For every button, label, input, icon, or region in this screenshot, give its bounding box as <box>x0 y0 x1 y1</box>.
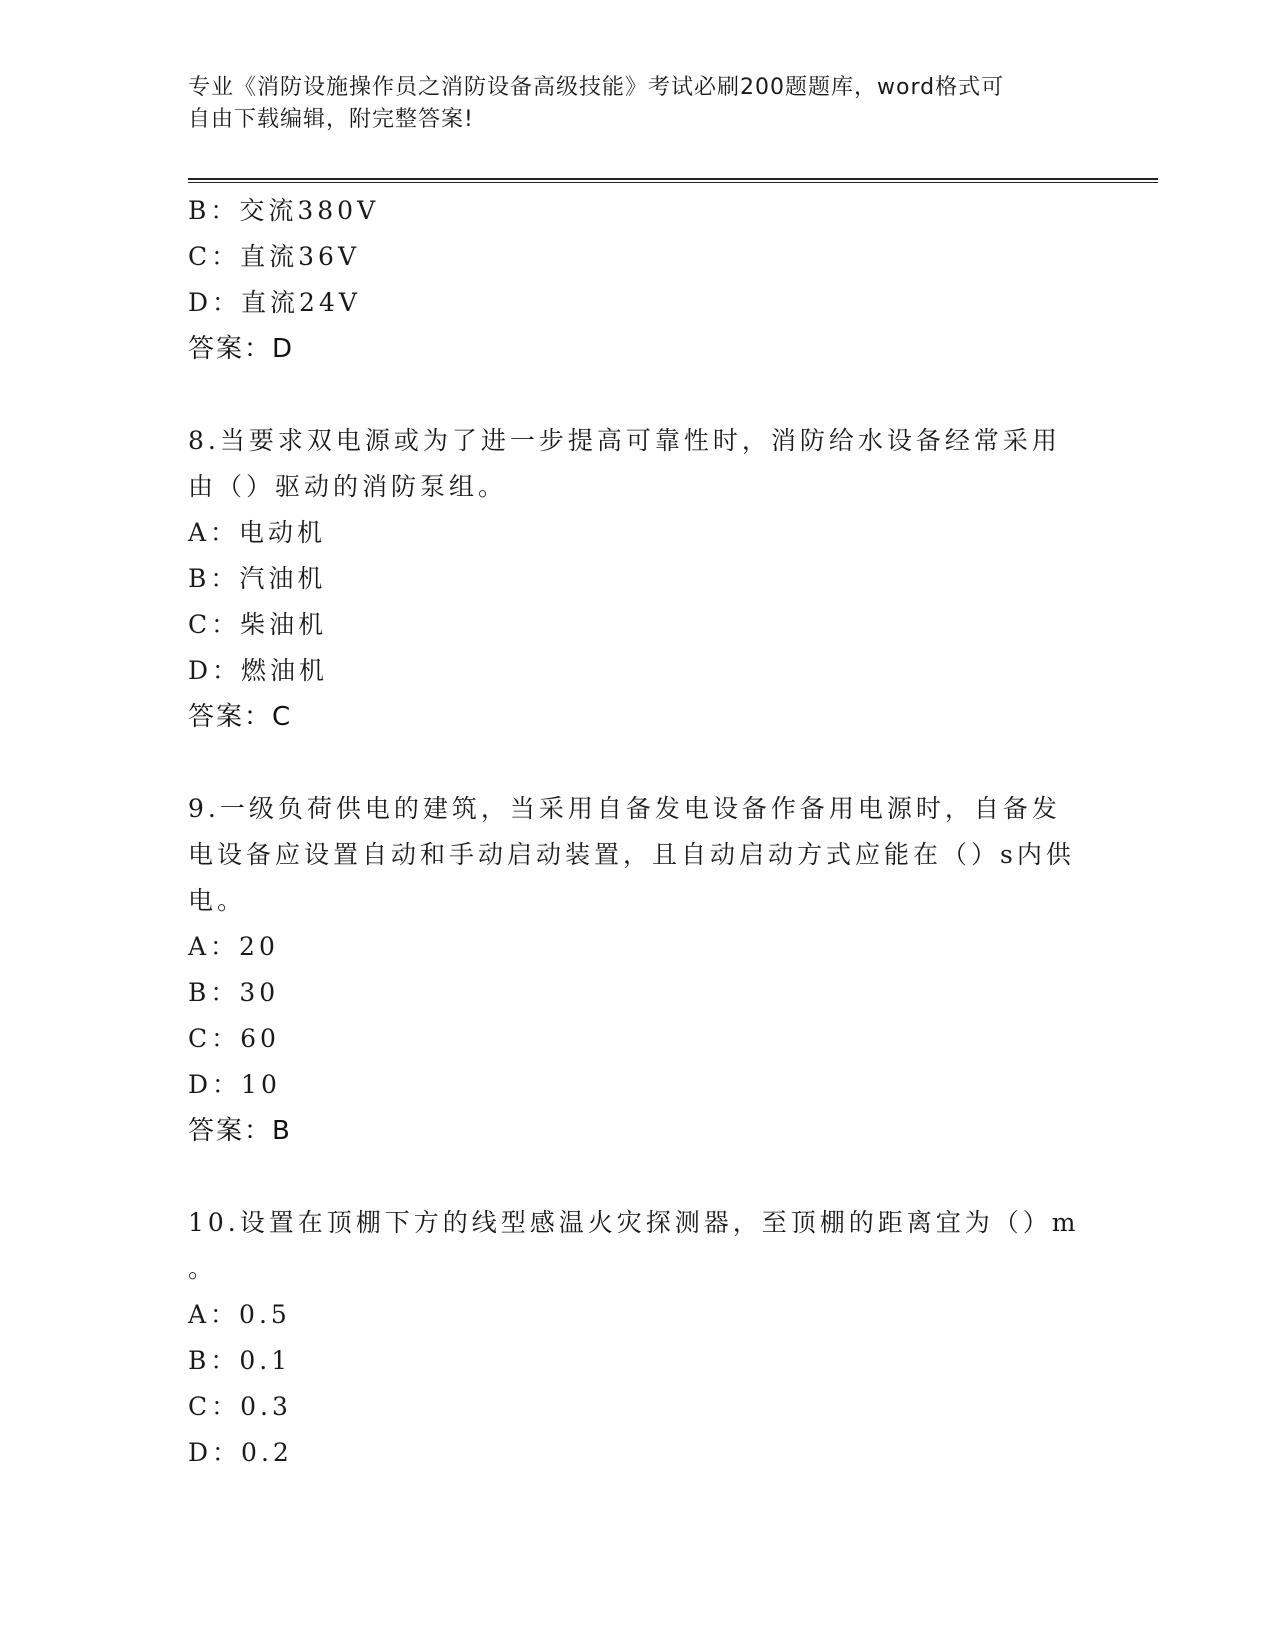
question-9 <box>188 786 1088 1154</box>
option-a: A：0.5 <box>188 1300 291 1329</box>
option-c: C：0.3 <box>188 1392 292 1421</box>
question-stem-line: 8.当要求双电源或为了进一步提高可靠性时，消防给水设备经常采用 <box>188 426 1061 455</box>
option-d: D：10 <box>188 1070 281 1099</box>
option-d: D：燃油机 <box>188 656 329 685</box>
question-stem-line: 电。 <box>188 886 247 915</box>
option-a: A：电动机 <box>188 518 327 547</box>
option-c: C：直流36V <box>188 242 360 271</box>
option-d: D：0.2 <box>188 1438 293 1467</box>
option-b: B：0.1 <box>188 1346 292 1375</box>
answer-label: 答案：C <box>188 702 293 732</box>
question-stem-line: 9.一级负荷供电的建筑，当采用自备发电设备作备用电源时，自备发 <box>188 794 1061 823</box>
option-a: A：20 <box>188 932 279 961</box>
document-header <box>188 72 1088 136</box>
option-c: C：柴油机 <box>188 610 328 639</box>
question-8 <box>188 418 1088 740</box>
answer-label: 答案：D <box>188 334 295 364</box>
question-stem-line: 电设备应设置自动和手动启动装置，且自动启动方式应能在（）s内供 <box>188 840 1075 869</box>
option-b: B：30 <box>188 978 280 1007</box>
header-line-2: 自由下载编辑，附完整答案! <box>188 107 474 132</box>
header-line-1: 专业《消防设施操作员之消防设备高级技能》考试必刷200题题库，word格式可 <box>188 75 1005 100</box>
option-d: D：直流24V <box>188 288 361 317</box>
question-10 <box>188 1200 1088 1476</box>
prev-question-tail <box>188 188 1088 372</box>
option-b: B：交流380V <box>188 196 380 225</box>
answer-label: 答案：B <box>188 1116 292 1146</box>
option-c: C：60 <box>188 1024 280 1053</box>
header-divider <box>188 178 1158 183</box>
option-b: B：汽油机 <box>188 564 327 593</box>
question-stem-line: 。 <box>188 1254 218 1283</box>
question-stem-line: 由（）驱动的消防泵组。 <box>188 472 508 501</box>
question-stem-line: 10.设置在顶棚下方的线型感温火灾探测器，至顶棚的距离宜为（）m <box>188 1208 1080 1237</box>
document-body <box>188 188 1088 1476</box>
